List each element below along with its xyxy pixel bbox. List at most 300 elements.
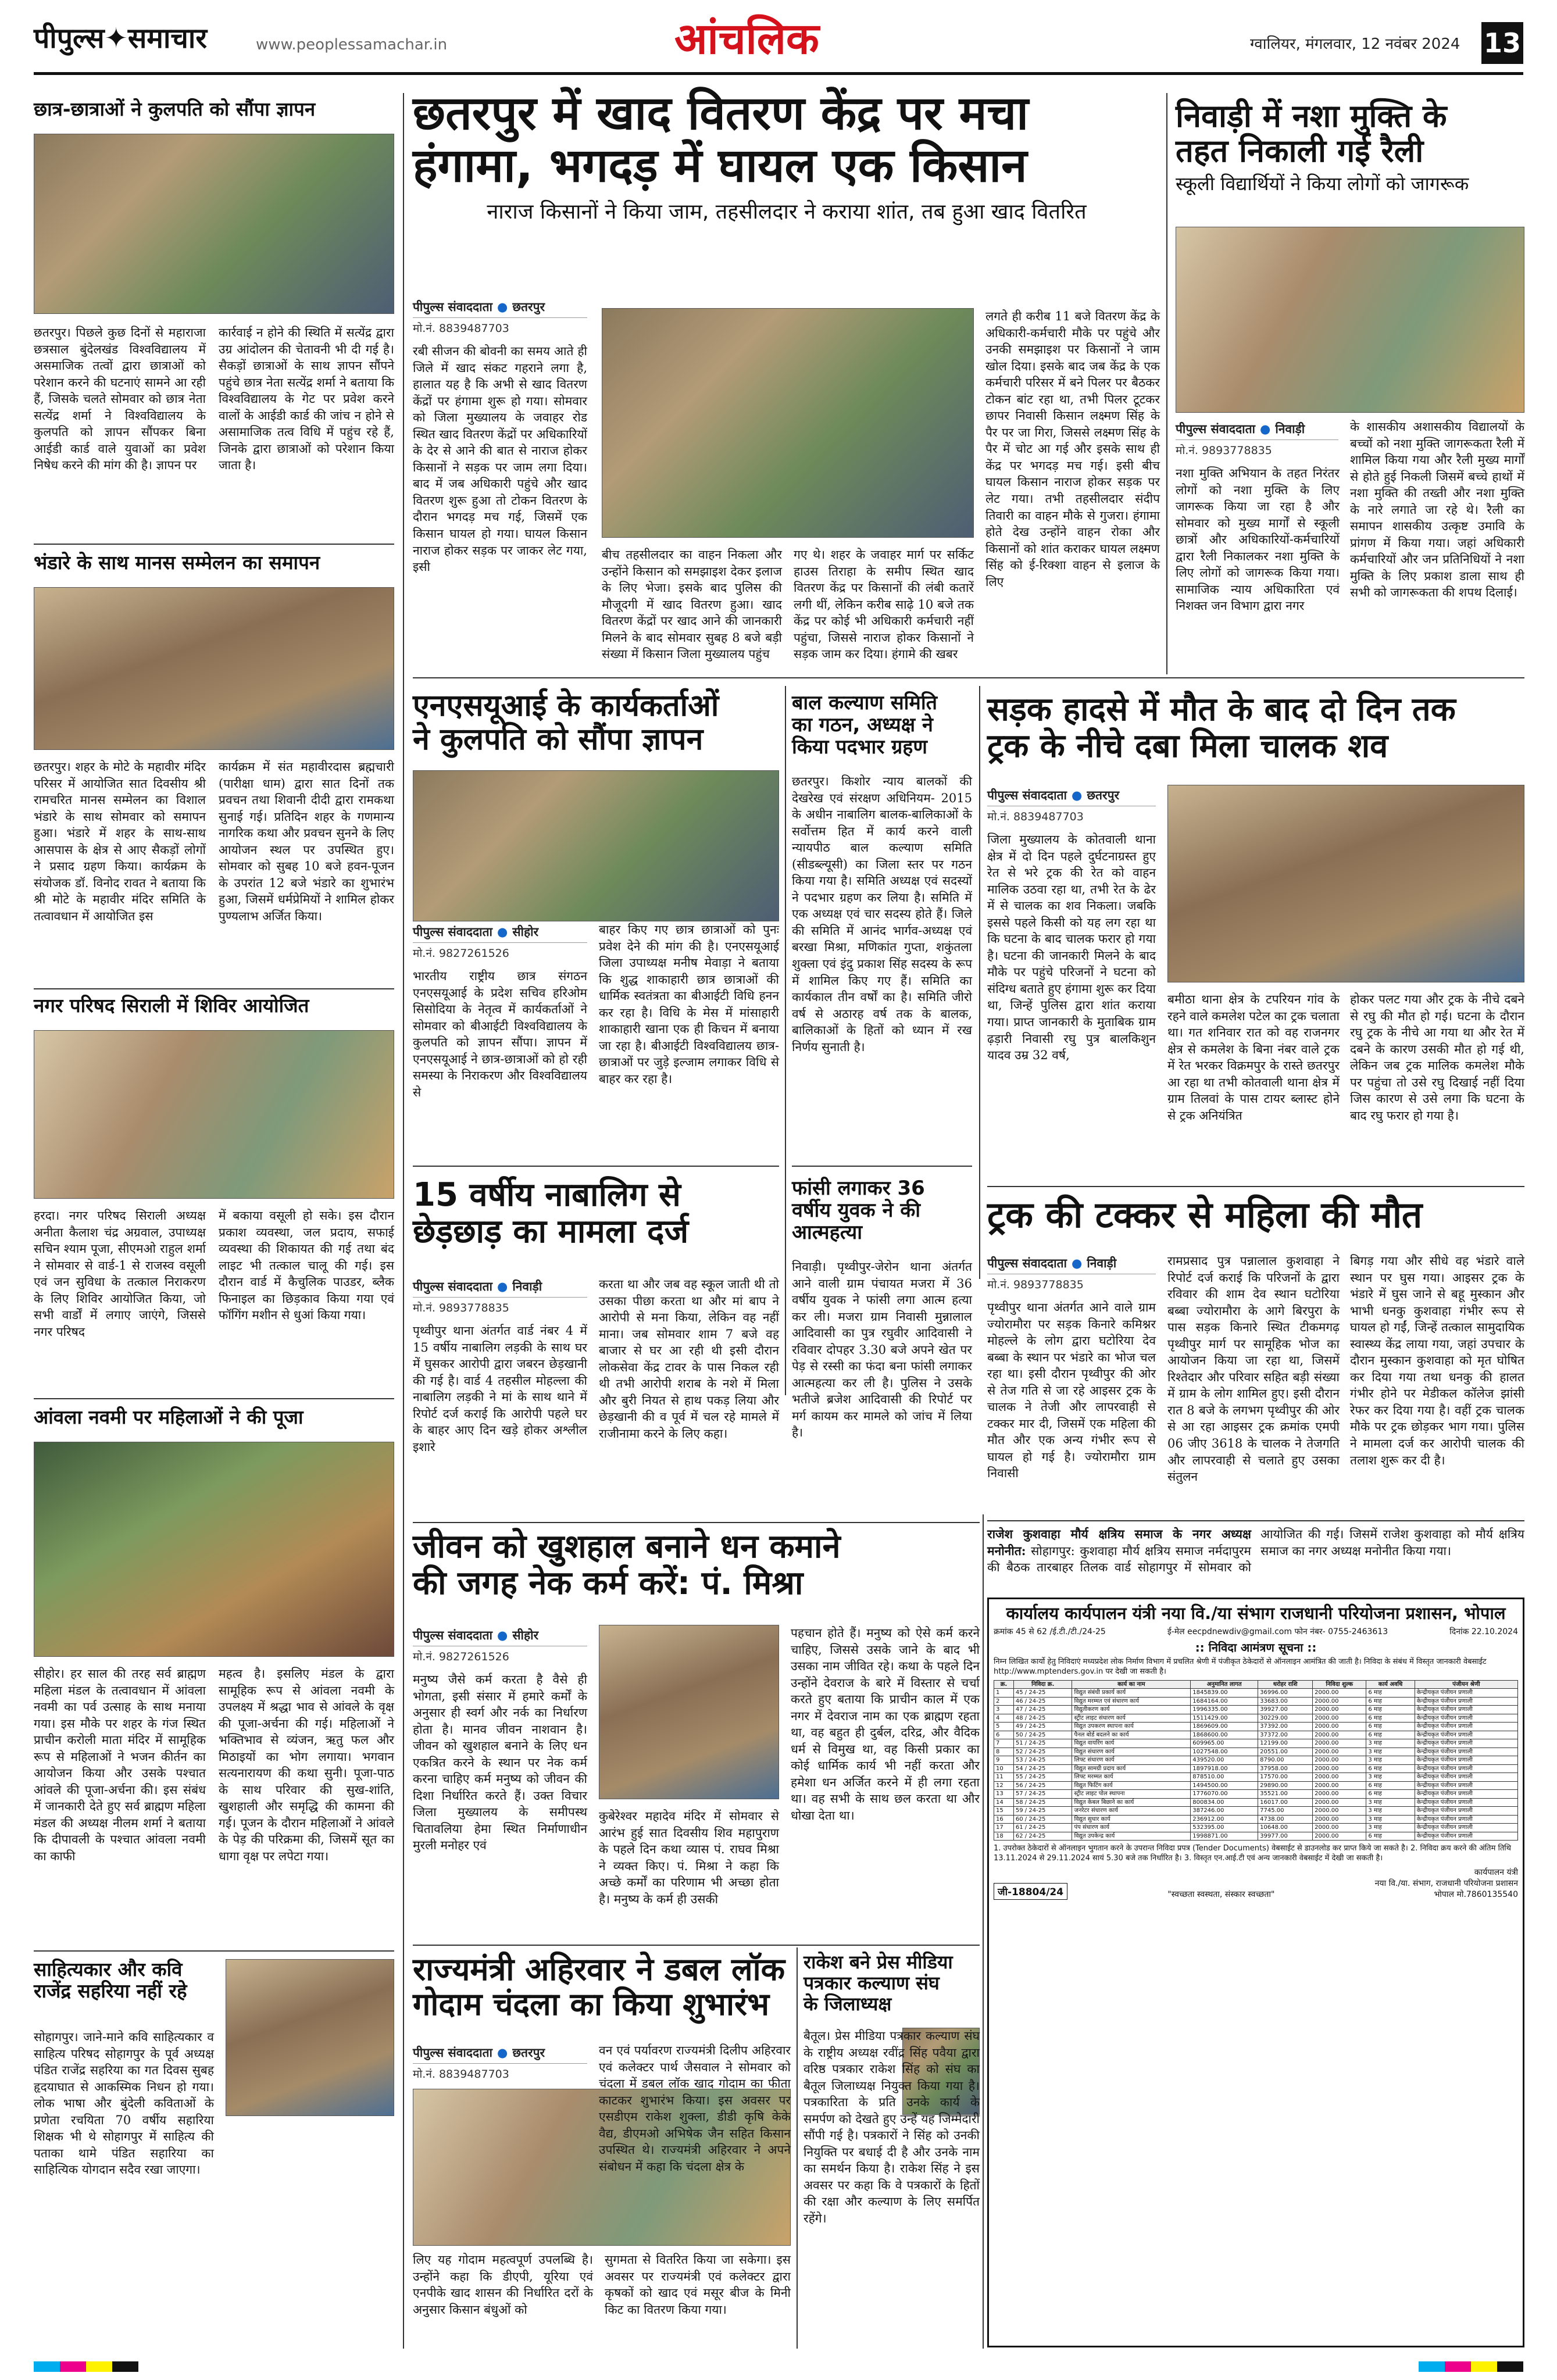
- table-row: [994, 1714, 1518, 1723]
- bullet-icon: ●: [1072, 788, 1083, 802]
- byline-block: [413, 1276, 587, 1318]
- table-cell: 29890.00: [1258, 1781, 1313, 1790]
- byline: पीपुल्स संवाददाता: [413, 2046, 492, 2060]
- separator: [34, 1950, 394, 1952]
- table-cell: 4: [994, 1714, 1014, 1723]
- headline: ट्रक की टक्कर से महिला की मौत: [987, 1193, 1423, 1236]
- table-cell: 2000.00: [1313, 1748, 1366, 1756]
- separator: [987, 1520, 1524, 1521]
- table-cell: केन्द्रीयकृत पंजीयन प्रणाली: [1415, 1697, 1517, 1706]
- tender-title: कार्यालय कार्यपालन यंत्री नया वि./या संभाग राजधानी परियोजना प्रशासन, भोपाल: [1006, 1603, 1506, 1623]
- table-cell: विद्युत मरम्मत एवं संधारण कार्य: [1072, 1697, 1191, 1706]
- table-cell: विद्युत संबंधी प्रकार्य कार्य: [1072, 1689, 1191, 1698]
- table-cell: 45 / 24-25: [1013, 1689, 1072, 1698]
- nsui-photo: [413, 770, 779, 921]
- table-cell: 8: [994, 1748, 1014, 1756]
- mobile-number: मो.नं. 9893778835: [1176, 444, 1272, 457]
- lead-headline: छतरपुर में खाद वितरण केंद्र पर मचा हंगामा, भगदड़ में घायल एक किसान: [413, 86, 1029, 192]
- table-row: [994, 1798, 1518, 1807]
- story-nsui: [413, 689, 779, 1160]
- table-cell: विद्युतीकरण कार्य: [1072, 1706, 1191, 1714]
- table-header: कार्य का नाम: [1072, 1680, 1191, 1689]
- table-cell: विद्युत केबल बिछाने का कार्य: [1072, 1798, 1191, 1807]
- table-cell: 36996.00: [1258, 1689, 1313, 1698]
- table-cell: 16017.00: [1258, 1798, 1313, 1807]
- table-cell: 6 माह: [1366, 1689, 1415, 1698]
- table-cell: 439520.00: [1191, 1756, 1258, 1765]
- brand-logo: पीपुल्स✦समाचार: [34, 22, 207, 55]
- table-cell: 54 / 24-25: [1013, 1764, 1072, 1773]
- lead-story: [413, 87, 1160, 669]
- table-cell: केन्द्रीयकृत पंजीयन प्रणाली: [1415, 1832, 1517, 1841]
- lead-col-4: लगते ही करीब 11 बजे वितरण केंद्र के अधिकारी-कर्मचारी मौके पर पहुंचे और उनकी समझाइश पर किसानों ने जाम खोल दिया। इसके बाद जब केंद्र के एक कर्मचारी परिसर में बने पिलर पर बैठकर टोकन बांट रहा था, तभी पिलर टूटकर छापर निवासी किसान लक्ष्मण सिंह के पैर पर जा गिरा, जिससे लक्ष्मण सिंह के पैर में चोट आ गई और इसके साथ ही केंद्र पर भगदड़ मच गई। इसी बीच घायल किसान नाराज होकर सड़क पर लेट गया। तभी तहसीलदार संदीप तिवारी का वाहन मौके से गुजरा। हंगामा होते देख उन्होंने वाहन रोका और किसानों को शांत कराकर घायल लक्ष्मण सिंह को ई-रिक्शा वाहन से इलाज के लिए: [985, 309, 1160, 589]
- mobile-number: मो.नं. 9827261526: [413, 947, 509, 960]
- rally-photo: [1176, 227, 1524, 413]
- table-row: [994, 1807, 1518, 1816]
- story-godam: [413, 1952, 791, 2347]
- byline-block: [1176, 419, 1338, 461]
- body-col-1: पृथ्वीपुर थाना अंतर्गत आने वाले ग्राम ज्योरामौरा पर सड़क किनारे कमिश्नर मोहल्ले के लोग द्वारा घटोरिया देव बब्बा के स्थान पर भंडारे का भोज चल रहा था। इसी दौरान पृथ्वीपुर की ओर से तेज गति से जा रहे आइसर ट्रक के चालक ने तेजी और लापरवाही से टक्कर मार दी, जिसमें एक महिला की मौत और एक अन्य गंभीर रूप से घायल हो गई है। ज्योरामौरा ग्राम निवासी: [987, 1300, 1156, 1481]
- table-cell: 609965.00: [1191, 1739, 1258, 1748]
- table-cell: 11: [994, 1773, 1014, 1782]
- table-header: पंजीयन श्रेणी: [1415, 1680, 1517, 1689]
- table-cell: विद्युत उपकेन्द्र कार्य: [1072, 1832, 1191, 1841]
- body-col-1: पृथ्वीपुर थाना अंतर्गत वार्ड नंबर 4 में 15 वर्षीय नाबालिग लड़की के साथ घर में घुसकर आरोपी द्वारा जबरन छेड़खानी की गई है। वार्ड 4 तहसील मोहल्ला की नाबालिग लड़की ने मां के साथ थाने में रिपोर्ट दर्ज कराई कि आरोपी पहले घर के बाहर आए दिन खड़े होकर अश्लील इशारे: [413, 1324, 587, 1454]
- table-cell: जनरेटर संधारण कार्य: [1072, 1807, 1191, 1816]
- table-cell: 50 / 24-25: [1013, 1731, 1072, 1739]
- table-cell: केन्द्रीयकृत पंजीयन प्रणाली: [1415, 1714, 1517, 1723]
- table-cell: 3 माह: [1366, 1815, 1415, 1824]
- table-cell: 2000.00: [1313, 1807, 1366, 1816]
- body-col-1: भारतीय राष्ट्रीय छात्र संगठन एनएसयूआई के प्रदेश सचिव हरिओम सिसोदिया के नेतृत्व में कार्यकर्ताओं ने सोमवार को बीआईटी विश्वविद्यालय के कुलपति को ज्ञापन सौंपा। ज्ञापन में एनएसयूआई ने छात्र-छात्राओं को हो रही समस्या के निराकरण और विश्वविद्यालय से: [413, 969, 587, 1099]
- byline: पीपुल्स संवाददाता: [987, 788, 1067, 802]
- table-cell: 6 माह: [1366, 1731, 1415, 1739]
- body-col-3: होकर पलट गया और ट्रक के नीचे दबने से रघु की मौत हो गई। घटना के दौरान रघु ट्रक के नीचे आ गया था और रेत में दबने के कारण उसकी मौत हो गई थी, लेकिन जब ट्रक मालिक कमलेश मौके पर पहुंचा तो उसे रघु दिखाई नहीं दिया जिस कारण से उसे लगा कि घटना के बाद रघु फरार हो गया है।: [1350, 992, 1524, 1123]
- table-cell: 2000.00: [1313, 1739, 1366, 1748]
- table-cell: 60 / 24-25: [1013, 1815, 1072, 1824]
- byline-place: सीहोर: [512, 925, 539, 939]
- table-cell: 39977.00: [1258, 1832, 1313, 1841]
- byline: पीपुल्स संवाददाता: [413, 925, 492, 939]
- separator: [413, 1166, 779, 1167]
- table-cell: 46 / 24-25: [1013, 1697, 1072, 1706]
- table-cell: 52 / 24-25: [1013, 1748, 1072, 1756]
- table-header: क्र.: [994, 1680, 1014, 1689]
- bullet-icon: ●: [497, 1280, 508, 1293]
- mobile-number: मो.नं. 9893778835: [413, 1302, 509, 1314]
- table-cell: केन्द्रीयकृत पंजीयन प्रणाली: [1415, 1731, 1517, 1739]
- body-col-1: वन एवं पर्यावरण राज्यमंत्री दिलीप अहिरवार एवं कलेक्टर पार्थ जैसवाल ने सोमवार को चंदला में डबल लॉक खाद गोदाम का फीता काटकर शुभारंभ किया। इस अवसर पर एसडीएम राकेश शुक्ला, डीडी कृषि केके वैद्य, डीएमओ अभिषेक जैन सहित किसान उपस्थित थे। राज्यमंत्री अहिरवार ने अपने संबोधन में कहा कि चंदला क्षेत्र के: [599, 2043, 791, 2174]
- table-cell: 1494500.00: [1191, 1781, 1258, 1790]
- table-row: [994, 1764, 1518, 1773]
- table-cell: 7: [994, 1739, 1014, 1748]
- table-cell: 61 / 24-25: [1013, 1824, 1072, 1832]
- table-cell: 10648.00: [1258, 1824, 1313, 1832]
- byline-block: [413, 921, 587, 964]
- bhandara-photo: [34, 587, 394, 750]
- body-col-1: मनुष्य जैसे कर्म करता है वैसे ही भोगता, इसी संसार में हमारे कर्मों के अनुसार ही स्वर्ग और नर्क का निर्धारण होता है। मानव जीवन नाशवान है। जीवन को खुशहाल बनाने के लिए धन एकत्रित करने के स्थान पर नेक कर्म करना चाहिए कर्म मनुष्य को जीवन की दिशा निर्धारित करते हैं। उक्त विचार जिला मुख्यालय के समीपस्थ चितावलिया हेमा स्थित निर्माणाधीन मुरली मनोहर एवं: [413, 1673, 587, 1853]
- table-cell: 1845839.00: [1191, 1689, 1258, 1698]
- table-cell: 2000.00: [1313, 1714, 1366, 1723]
- table-cell: 35521.00: [1258, 1790, 1313, 1799]
- table-row: [994, 1773, 1518, 1782]
- story-sahitya: [34, 1959, 394, 2343]
- table-cell: 1869609.00: [1191, 1723, 1258, 1731]
- camp-photo: [34, 1030, 394, 1199]
- table-row: [994, 1723, 1518, 1731]
- table-cell: 2000.00: [1313, 1723, 1366, 1731]
- table-cell: लिफ्ट संधारण कार्य: [1072, 1756, 1191, 1765]
- table-cell: 2000.00: [1313, 1790, 1366, 1799]
- table-cell: 37958.00: [1258, 1764, 1313, 1773]
- table-cell: 3 माह: [1366, 1807, 1415, 1816]
- table-cell: 17: [994, 1824, 1014, 1832]
- table-cell: 13: [994, 1790, 1014, 1799]
- table-cell: 33683.00: [1258, 1697, 1313, 1706]
- table-cell: 16: [994, 1815, 1014, 1824]
- body-col-1: सीहोर। हर साल की तरह सर्व ब्राह्मण महिला मंडल के तत्वावधान में आंवला नवमी का पर्व उत्साह के साथ मनाया गया। इस मौके पर शहर के गंज स्थित प्राचीन करोली माता मंदिर में सामूहिक रूप से महिलाओं ने भजन कीर्तन का आयोजन किया और उसके पश्चात आंवले की पूजा-अर्चना की। इस संबंध में जानकारी देते हुए सर्व ब्राह्मण महिला मंडल की अध्यक्ष नीलम शर्मा ने बताया कि दीपावली के पश्चात आंवला नवमी का काफी: [34, 1667, 206, 1864]
- byline: पीपुल्स संवाददाता: [987, 1256, 1067, 1270]
- body-col-2: बमीठा थाना क्षेत्र के टपरियन गांव के रहने वाले कमलेश पटेल का ट्रक चलाता था। गत शनिवार रात को वह राजनगर क्षेत्र से कमलेश के बिना नंबर वाले ट्रक में रेत भरकर विक्रमपुर के रास्ते छतरपुर आ रहा था तभी कोतवाली थाना क्षेत्र में ग्राम तिलवां के पास टायर ब्लास्ट होने से ट्रक अनियंत्रित: [1167, 992, 1340, 1123]
- story-haadsa: [987, 692, 1524, 1186]
- masthead-rule: [34, 72, 1523, 75]
- table-cell: 53 / 24-25: [1013, 1756, 1072, 1765]
- table-cell: 532395.00: [1191, 1824, 1258, 1832]
- lead-col-1: रबी सीजन की बोवनी का समय आते ही जिले में खाद संकट गहराने लगा है, हालात यह है कि अभी से खाद वितरण केंद्रों पर हंगामा शुरू हो गया। सोमवार को जिला मुख्यालय के जवाहर रोड स्थित खाद वितरण केंद्रों पर अधिकारियों के देर से आने की बात से नाराज होकर किसानों ने सड़क पर जाम लगा दिया। बाद में जब अधिकारी पहुंचे और खाद वितरण शुरू हुआ तो टोकन वितरण के दौरान भगदड़ मच गई, जिसमें एक किसान घायल हो गया। घायल किसान नाराज होकर सड़क पर जाकर लेट गया, इसी: [413, 344, 587, 574]
- byline-block: [413, 296, 587, 339]
- table-cell: 3 माह: [1366, 1824, 1415, 1832]
- col-rule: [983, 1514, 984, 2349]
- table-row: [994, 1689, 1518, 1698]
- separator: [34, 544, 394, 545]
- table-cell: 47 / 24-25: [1013, 1706, 1072, 1714]
- byline-block: [413, 2042, 587, 2085]
- headline: राकेश बने प्रेस मीडिया पत्रकार कल्याण संघ के जिलाध्यक्ष: [804, 1951, 953, 2015]
- headline: साहित्यकार और कवि राजेंद्र सहरिया नहीं रहे: [34, 1958, 187, 2002]
- slogan: "स्वच्छता स्वस्थता, संस्कार स्वच्छता": [1167, 1889, 1275, 1899]
- notice-intro: निम्न लिखित कार्यो हेतु निविदाएं मध्यप्रदेश लोक निर्माण विभाग में प्रचलित श्रेणी में पंजीकृत ठेकेदारों से ऑनलाइन आमंत्रित की जाती है। निविदा के संबंध में विस्तृत जानकारी वेबसाईट http://www.mptenders.gov.in पर देखी जा सकती है।: [994, 1657, 1487, 1676]
- bullet-icon: ●: [497, 2046, 508, 2060]
- separator: [34, 988, 394, 989]
- table-cell: 3 माह: [1366, 1739, 1415, 1748]
- subhead: स्कूली विद्यार्थियों ने किया लोगों को जागरूक: [1176, 172, 1469, 195]
- table-cell: 62 / 24-25: [1013, 1832, 1072, 1841]
- separator: [987, 1186, 1524, 1187]
- body: बैतूल। प्रेस मीडिया पत्रकार कल्याण संघ के राष्ट्रीय अध्यक्ष रवींद्र सिंह पवैया द्वारा वरिष्ठ पत्रकार राकेश सिंह को संघ का बैतूल जिलाध्यक्ष नियुक्त किया गया है। पत्रकारिता के प्रति उनके कार्य के समर्पण को देखते हुए उन्हें यह जिम्मेदारी सौंपी गई है। पत्रकारों ने सिंह को उनकी नियुक्ति पर बधाई दी है और उनके नाम का समर्थन किया है। राकेश सिंह ने इस अवसर पर कहा कि वे पत्रकारों के हितों की रक्षा और कल्याण के लिए समर्पित रहेंगे।: [804, 2029, 980, 2226]
- table-cell: 37392.00: [1258, 1723, 1313, 1731]
- table-cell: 2000.00: [1313, 1832, 1366, 1841]
- table-cell: 2000.00: [1313, 1697, 1366, 1706]
- table-row: [994, 1756, 1518, 1765]
- headline: एनएसयूआई के कार्यकर्ताओं ने कुलपति को सौंपा ज्ञापन: [413, 688, 719, 757]
- table-cell: विद्युत सामग्री प्रदाय कार्य: [1072, 1764, 1191, 1773]
- col-rule: [979, 686, 980, 1279]
- tender-table: [994, 1680, 1518, 1841]
- table-cell: 6 माह: [1366, 1764, 1415, 1773]
- table-cell: 49 / 24-25: [1013, 1723, 1072, 1731]
- byline-place: छतरपुर: [512, 300, 545, 314]
- separator: [792, 1166, 972, 1167]
- table-row: [994, 1790, 1518, 1799]
- col-rule: [797, 1947, 798, 2349]
- separator: [413, 677, 1524, 678]
- portrait-photo: [226, 1959, 394, 2116]
- table-cell: 800834.00: [1191, 1798, 1258, 1807]
- body-col-3: पहचान होते हैं। मनुष्य को ऐसे कर्म करने चाहिए, जिससे उसके जाने के बाद भी उसका नाम जीवित रहे। कथा के पहले दिन उन्होंने देवराज के बारे में विस्तार से चर्चा करते हुए बताया कि प्राचीन काल में एक नगर में देवराज नाम का एक ब्राह्मण रहता था, वह बहुत ही दुर्बल, दरिद्र, और वैदिक धर्म से विमुख था, वह किसी प्रकार का कोई धार्मिक कार्य भी नहीं करता और हमेशा धन अर्जित करने में ही लगा रहता था। वह सभी के साथ छल करता था और धोखा देता था।: [791, 1626, 980, 1823]
- dateline: ग्वालियर, मंगलवार, 12 नवंबर 2024: [1250, 35, 1460, 53]
- table-cell: 59 / 24-25: [1013, 1807, 1072, 1816]
- body-col-2: लिए यह गोदाम महत्वपूर्ण उपलब्धि है। उन्होंने कहा कि डीएपी, यूरिया एवं एनपीके खाद शासन की निर्धारित दरों के अनुसार किसान बंधुओं को: [413, 2253, 593, 2317]
- table-cell: 3 माह: [1366, 1748, 1415, 1756]
- table-cell: 20551.00: [1258, 1748, 1313, 1756]
- truck-photo: [1167, 785, 1524, 982]
- body-col-2: करता था और जब वह स्कूल जाती थी तो उसका पीछा करता था और मां बाप ने आरोपी से मना किया, लेकिन वह नहीं माना। जब सोमवार शाम 7 बजे वह बाजार से घर आ रही थी इसी दौरान लोकसेवा केंद्र टावर के पास निकल रही थी तभी आरोपी शराब के नशे में मिला और बुरी नियत से हाथ पकड़ लिया और छेड़खानी की व पूर्व में चल रहे मामले में राजीनामा करने के लिए कहा।: [599, 1277, 779, 1441]
- separator: [413, 1522, 980, 1523]
- table-cell: 6 माह: [1366, 1781, 1415, 1790]
- bullet-icon: ●: [497, 925, 508, 939]
- table-cell: स्ट्रीट लाइट संधारण कार्य: [1072, 1714, 1191, 1723]
- body-col-2: महत्व है। इसलिए मंडल के द्वारा सामूहिक रूप से आंवला नवमी के उपलक्ष्य में श्रद्धा भाव से आंवले के वृक्ष की पूजा-अर्चना की गई। महिलाओं ने भक्तिभाव से व्यंजन, ऋतु फल और मिठाइयों का भोग लगाया। भगवान सत्यनारायण की कथा सुनी। पूजा-पाठ के साथ परिवार की सुख-शांति, खुशहाली और समृद्धि की कामना की गई। पूजन के दौरान महिलाओं ने आंवले के पेड़ की परिक्रमा की, जिसमें सूत का धागा वृक्ष पर लपेटा गया।: [219, 1667, 394, 1864]
- headline: नगर परिषद सिराली में शिविर आयोजित: [34, 994, 309, 1017]
- headline: फांसी लगाकर 36 वर्षीय युवक ने की आत्महत्या: [792, 1177, 925, 1245]
- col-rule: [403, 93, 404, 2349]
- body-col-1: हरदा। नगर परिषद सिराली अध्यक्ष अनीता कैलाश चंद्र अग्रवाल, उपाध्यक्ष सचिन श्याम पूजा, सीएमओ राहुल शर्मा ने सोमवार से वार्ड-1 से राजस्व वसूली एवं जन सुविधा के तत्काल निराकरण के लिए शिविर आयोजित किया, जो सभी वार्डों में लगाए जाएंगे, जिससे नगर परिषद: [34, 1209, 206, 1339]
- byline-place: छतरपुर: [512, 2046, 545, 2060]
- table-cell: 9: [994, 1756, 1014, 1765]
- headline: भंडारे के साथ मानस सम्मेलन का समापन: [34, 551, 320, 574]
- table-cell: 878510.00: [1191, 1773, 1258, 1782]
- body: छतरपुर। किशोर न्याय बालकों की देखरेख एवं संरक्षण अधिनियम- 2015 के अधीन नाबालिग बालक-बालिकाओं के सर्वोत्तम हित में कार्य करने वाली न्यायपीठ बाल कल्याण समिति (सीडब्ल्यूसी) का जिला स्तर पर गठन किया गया है। समिति अध्यक्ष एवं सदस्यों ने पदभार ग्रहण कर लिया है। समिति में एक अध्यक्ष एवं चार सदस्य होते हैं। जिले की समिति में आनंद भार्गव-अध्यक्ष एवं बरखा मिश्रा, मणिकांत गुप्ता, शकुंतला शुक्ला एवं इंदु प्रकाश सिंह सदस्य के रूप में शामिल किए गए हैं। समिति का कार्यकाल तीन वर्षों का है। समिति जीरो वर्ष से अठारह वर्ष तक के बालक, बालिकाओं के हितों को ध्यान में रख निर्णय सुनाती है।: [792, 774, 972, 1054]
- table-row: [994, 1697, 1518, 1706]
- byline-place: निवाड़ी: [1087, 1256, 1117, 1270]
- tender-ref: क्रमांक 45 से 62 /ई.टी./टी./24-25: [994, 1627, 1106, 1637]
- mobile-number: मो.नं. 8839487703: [413, 322, 509, 335]
- separator: [413, 1945, 980, 1946]
- story-aanwla: [34, 1407, 394, 1942]
- table-cell: 3: [994, 1706, 1014, 1714]
- headline: सड़क हादसे में मौत के बाद दो दिन तक ट्रक के नीचे दबा मिला चालक शव: [987, 691, 1456, 765]
- col-rule: [785, 686, 786, 1395]
- signature: कार्यपालन यंत्री नया वि./या. संभाग, राजधानी परियोजना प्रशासन भोपाल मो.7860135540: [1374, 1867, 1518, 1899]
- byline-block: [413, 1625, 587, 1667]
- table-cell: केन्द्रीयकृत पंजीयन प्रणाली: [1415, 1790, 1517, 1799]
- byline: पीपुल्स संवाददाता: [1176, 422, 1255, 436]
- separator: [34, 1398, 394, 1399]
- table-cell: 2000.00: [1313, 1706, 1366, 1714]
- body-col-2: रामप्रसाद पुत्र पन्नालाल कुशवाहा ने रिपोर्ट दर्ज कराई कि परिजनों के द्वारा रविवार की शाम देव स्थान घटोरिया बब्बा ज्योरामौरा के आगे बिरपुरा के पास सड़क किनारे स्थित टीकमगढ़ पृथ्वीपुर मार्ग पर सामूहिक भोज का आयोजन किया जा रहा था, जिसमें रिश्तेदार और परिवार सहित बड़ी संख्या में ग्राम के लोग शामिल हुए। इसी दौरान रात 8 बजे के लगभग पृथ्वीपुर की ओर से आ रहा आइसर ट्रक क्रमांक एमपी 06 जीए 3618 के चालक ने तेजगति और लापरवाही से चलाते हुए उसका संतुलन: [1167, 1254, 1340, 1484]
- table-header: अनुमानित लागत: [1191, 1680, 1258, 1689]
- students-photo: [34, 134, 394, 314]
- table-cell: 6: [994, 1731, 1014, 1739]
- tender-date: दिनांक 22.10.2024: [1449, 1627, 1518, 1637]
- table-row: [994, 1706, 1518, 1714]
- body-col-3: सुगमता से वितरित किया जा सकेगा। इस अवसर पर राज्यमंत्री एवं कलेक्टर द्वारा कृषकों को खाद एवं मसूर बीज के मिनी किट का वितरण किया गया।: [605, 2253, 791, 2317]
- headline: 15 वर्षीय नाबालिग से छेड़छाड़ का मामला दर्ज: [413, 1176, 689, 1250]
- body: निवाड़ी। पृथ्वीपुर-जेरोन थाना अंतर्गत आने वाली ग्राम पंचायत मजरा में 36 वर्षीय युवक ने फांसी लगा आत्म हत्या कर ली। मजरा ग्राम निवासी मुन्नालाल आदिवासी का पुत्र रघुवीर आदिवासी ने रविवार दोपहर 3.30 बजे अपने खेत पर पेड़ से रस्सी का फंदा बना फांसी लगाकर आत्महत्या कर ली है। पुलिस ने उसके भतीजे ब्रजेश आदिवासी की रिपोर्ट पर मर्ग कायम कर मामले को जांच में लिया है।: [792, 1260, 972, 1440]
- page-number: 13: [1483, 27, 1521, 59]
- table-cell: 56 / 24-25: [1013, 1781, 1072, 1790]
- table-cell: 2000.00: [1313, 1815, 1366, 1824]
- table-cell: केन्द्रीयकृत पंजीयन प्रणाली: [1415, 1781, 1517, 1790]
- table-cell: 37372.00: [1258, 1731, 1313, 1739]
- table-cell: 4738.00: [1258, 1815, 1313, 1824]
- body-col-2: में बकाया वसूली हो सके। इस दौरान प्रकाश व्यवस्था, जल प्रदाय, सफाई व्यवस्था की शिकायत की गई तथा बंद लाइट भी तत्काल चालू की गई। इस दौरान वार्ड में कैचुलिक पाउडर, ब्लैक फिनाइल का छिड़काव किया गया एवं फॉगिंग मशीन से धुआं किया गया।: [219, 1209, 394, 1323]
- registration-marks: [34, 2359, 1523, 2374]
- table-cell: केन्द्रीयकृत पंजीयन प्रणाली: [1415, 1764, 1517, 1773]
- table-cell: 6 माह: [1366, 1790, 1415, 1799]
- story-phansi: [792, 1177, 972, 1520]
- byline-block: [987, 1253, 1156, 1295]
- mobile-number: मो.नं. 9827261526: [413, 1650, 509, 1663]
- table-cell: 2000.00: [1313, 1773, 1366, 1782]
- page-number-box: [1481, 22, 1523, 64]
- body-col-2: कुबेरेश्वर महादेव मंदिर में सोमवार से आरंभ हुई सात दिवसीय शिव महापुराण के पहले दिन कथा व्यास पं. राघव मिश्रा ने व्यक्त किए। पं. मिश्रा ने कहा कि अच्छे कर्मों का परिणाम भी अच्छा होता है। मनुष्य के कर्म ही उसकी: [599, 1809, 779, 1906]
- table-cell: 30229.00: [1258, 1714, 1313, 1723]
- table-cell: 1: [994, 1689, 1014, 1698]
- tender-notes: 1. उपरोक्त ठेकेदारों से ऑनलाइन भुगतान करने के उपरान्त निविदा प्रपत्र (Tender Documents) वेबसाईट से डाउनलोड कर प्राप्त किये जा सकते है। 2. निविदा क्रय करने की अंतिम तिथि 13.11.2024 से 29.11.2024 सायं 5.30 बजे तक निर्धारित है। 3. विस्तृत एन.आई.टी एवं अन्य जानकारी वेबसाईट में देखी जा सकती है।: [994, 1844, 1511, 1863]
- table-cell: केन्द्रीयकृत पंजीयन प्रणाली: [1415, 1798, 1517, 1807]
- table-cell: केन्द्रीयकृत पंजीयन प्रणाली: [1415, 1723, 1517, 1731]
- table-cell: केन्द्रीयकृत पंजीयन प्रणाली: [1415, 1756, 1517, 1765]
- table-cell: विद्युत संधारण कार्य: [1072, 1748, 1191, 1756]
- byline-place: निवाड़ी: [512, 1280, 542, 1293]
- table-cell: 6 माह: [1366, 1723, 1415, 1731]
- table-cell: 58 / 24-25: [1013, 1798, 1072, 1807]
- farmers-photo: [602, 308, 974, 538]
- lead-subhead: नाराज किसानों ने किया जाम, तहसीलदार ने कराया शांत, तब हुआ खाद वितरित: [487, 200, 1087, 224]
- table-cell: 48 / 24-25: [1013, 1714, 1072, 1723]
- table-cell: 2000.00: [1313, 1764, 1366, 1773]
- headline: राज्यमंत्री अहिरवार ने डबल लॉक गोदाम चंदला का किया शुभारंभ: [413, 1951, 785, 2023]
- table-cell: केन्द्रीयकृत पंजीयन प्रणाली: [1415, 1807, 1517, 1816]
- body-col-2: के शासकीय अशासकीय विद्यालयों के बच्चों को नशा मुक्ति जागरूकता रैली में शामिल किया गया और रैली मुख्य मार्गों से होते हुई निकली जिसमें बच्चे हाथों में नशा मुक्ति की तख्ती और नशा मुक्ति के नारे लगाते जा रहे थे। रैली का समापन शासकीय उत्कृष्ट उमावि के प्रांगण में किया गया। जहां अधिकारी कर्मचारियों और जन प्रतिनिधियों ने नशा मुक्ति के लिए प्रकाश डाला साथ ही सभी को जागरूकता की शपथ दिलाई।: [1350, 420, 1524, 600]
- body-col-2: बाहर किए गए छात्र छात्राओं को पुनः प्रवेश देने की मांग की है। एनएसयूआई जिला उपाध्यक्ष मनीष मेवाड़ा ने बताया कि शुद्ध शाकाहारी छात्र छात्राओं की धार्मिक स्वतंत्रता का बीआईटी विधि हनन कर रहा है। विधि के मेस में मांसाहारी शाकाहारी खाना एक ही किचन में बनाया जा रहा है। बीआईटी विश्वविद्यालय छात्र-छात्राओं पर जुड़े इल्जाम लगाकर विधि से बाहर कर रहा है।: [599, 923, 779, 1086]
- table-cell: 12: [994, 1781, 1014, 1790]
- body: सोहागपुर। जाने-माने कवि साहित्यकार व साहित्य परिषद सोहागपुर के पूर्व अध्यक्ष पंडित राजेंद्र सहरिया का गत दिवस सुबह हृदयाघात से आकस्मिक निधन हो गया। लोक भाषा और बुंदेली कविताओं के प्रणेता रचयिता 70 वर्षीय सहारिया शिक्षक भी थे सोहागपुर में साहित्य की पताका थामे पंडित सहारिया का साहित्यिक योगदान सदैव रखा जाएगा।: [34, 2030, 214, 2177]
- headline: छात्र-छात्राओं ने कुलपति को सौंपा ज्ञापन: [34, 98, 316, 120]
- notice-title: :: निविदा आमंत्रण सूचना ::: [1195, 1641, 1317, 1655]
- table-cell: 18: [994, 1832, 1014, 1841]
- table-cell: पैनल बोर्ड बदलने का कार्य: [1072, 1731, 1191, 1739]
- table-cell: 6 माह: [1366, 1832, 1415, 1841]
- byline-block: [987, 785, 1156, 827]
- table-cell: 1684164.00: [1191, 1697, 1258, 1706]
- table-cell: 1868600.00: [1191, 1731, 1258, 1739]
- story-mishra: [413, 1529, 980, 1942]
- table-header: निविदा शुल्क: [1313, 1680, 1366, 1689]
- table-cell: 14: [994, 1798, 1014, 1807]
- bullet-icon: ●: [1072, 1256, 1083, 1270]
- table-cell: 57 / 24-25: [1013, 1790, 1072, 1799]
- table-cell: 15: [994, 1807, 1014, 1816]
- table-cell: 39927.00: [1258, 1706, 1313, 1714]
- table-row: [994, 1781, 1518, 1790]
- headline: आंवला नवमी पर महिलाओं ने की पूजा: [34, 1406, 303, 1428]
- table-row: [994, 1739, 1518, 1748]
- headline: निवाड़ी में नशा मुक्ति के तहत निकाली गई रैली: [1176, 98, 1447, 170]
- byline: पीपुल्स संवाददाता: [413, 300, 492, 314]
- brief-lead: राजेश कुशवाहा मौर्य क्षत्रिय समाज के नगर अध्यक्ष मनोनीत:: [987, 1527, 1251, 1558]
- body-col-1: जिला मुख्यालय के कोतवाली थाना क्षेत्र में दो दिन पहले दुर्घटनाग्रस्त हुए रेत से भरे ट्रक की रेत को वाहन मालिक उठवा रहा था, तभी रेत के ढेर में से चालक का शव निकला। जबकि इससे पहले किसी को यह लग रहा था कि घटना के बाद चालक फरार हो गया है। घटना की जानकारी मिलने के बाद मौके पर पहुंचे परिजनों ने घटना को संदिग्ध बताते हुए हंगामा शुरू कर दिया था, जिन्हें पुलिस द्वारा शांत कराया गया। प्राप्त जानकारी के मुताबिक ग्राम ढ़ड़ारी निवासी रघु पुत्र बालकिशुन यादव उम्र 32 वर्ष,: [987, 832, 1156, 1063]
- table-cell: पंप संधारण कार्य: [1072, 1824, 1191, 1832]
- table-row: [994, 1748, 1518, 1756]
- lead-col-3: गए थे। शहर के जवाहर मार्ग पर सर्किट हाउस तिराहा के समीप स्थित खाद वितरण केंद्र पर किसानों की लंबी कतारें लगी थीं, लेकिन करीब साढ़े 10 बजे तक केंद्र पर कोई भी अधिकारी कर्मचारी नहीं पहुंचा, जिससे नाराज होकर किसानों ने सड़क जाम कर दिया। हंगामे की खबर: [794, 548, 974, 662]
- byline-place: निवाड़ी: [1275, 422, 1305, 436]
- bullet-icon: ●: [497, 300, 508, 314]
- story-nasha: [1176, 99, 1524, 669]
- table-cell: 5: [994, 1723, 1014, 1731]
- table-cell: 17570.00: [1258, 1773, 1313, 1782]
- mobile-number: मो.नं. 9893778835: [987, 1278, 1084, 1291]
- table-row: [994, 1731, 1518, 1739]
- table-cell: 6 माह: [1366, 1714, 1415, 1723]
- table-cell: 3 माह: [1366, 1773, 1415, 1782]
- table-cell: 7745.00: [1258, 1807, 1313, 1816]
- headline: जीवन को खुशहाल बनाने धन कमाने की जगह नेक कर्म करें: पं. मिश्रा: [413, 1528, 841, 1602]
- body-col-1: छतरपुर। पिछले कुछ दिनों से महाराजा छत्रसाल बुंदेलखंड विश्वविद्यालय में असमाजिक तत्वों द्वारा छात्राओं को परेशान करने की घटनाएं सामने आ रही हैं, जिसके चलते सोमवार को छात्र नेता सत्येंद्र शर्मा ने विश्वविद्यालय के कुलपति को ज्ञापन सौंपकर बिना आईडी कार्ड वाले युवाओं का प्रवेश निषेध करने की मांग की है। ज्ञापन पर: [34, 326, 206, 473]
- table-cell: केन्द्रीयकृत पंजीयन प्रणाली: [1415, 1748, 1517, 1756]
- table-cell: केन्द्रीयकृत पंजीयन प्रणाली: [1415, 1815, 1517, 1824]
- table-cell: 387246.00: [1191, 1807, 1258, 1816]
- table-cell: विद्युत वायरिंग कार्य: [1072, 1739, 1191, 1748]
- table-cell: स्ट्रीट लाइट पोल स्थापना: [1072, 1790, 1191, 1799]
- tender-notice: [987, 1598, 1524, 2347]
- brief-text: सोहागपुर: कुशवाहा मौर्य क्षत्रिय समाज नर्मदापुरम की बैठक तारबाहर तिलक वार्ड सोहागपुर में सोमवार को आयोजित की गई। जिसमें राजेश कुशवाहा को मौर्य क्षत्रिय समाज का नगर अध्यक्ष मनोनीत किया गया।: [987, 1527, 1524, 1575]
- bullet-icon: ●: [1260, 422, 1271, 436]
- table-header: निविदा क्र.: [1013, 1680, 1072, 1689]
- byline: पीपुल्स संवाददाता: [413, 1628, 492, 1642]
- story-rakesh: [804, 1952, 980, 2347]
- brief-body: [987, 1526, 1524, 1590]
- table-cell: 12199.00: [1258, 1739, 1313, 1748]
- story-manas: [34, 552, 394, 1006]
- lead-col-2: बीच तहसीलदार का वाहन निकला और उन्होंने किसान को समझाइश देकर इलाज के लिए भेजा। इसके बाद पुलिस की मौजूदगी में खाद वितरण हुआ। खाद वितरण केंद्रों पर खाद आने की जानकारी मिलने के बाद सोमवार सुबह 8 बजे बड़ी संख्या में किसान जिला मुख्यालय पहुंच: [602, 548, 782, 662]
- table-cell: केन्द्रीयकृत पंजीयन प्रणाली: [1415, 1824, 1517, 1832]
- table-cell: 1998871.00: [1191, 1832, 1258, 1841]
- jio-ref: जी-18804/24: [994, 1883, 1067, 1900]
- body-col-1: छतरपुर। शहर के मोटे के महावीर मंदिर परिसर में आयोजित सात दिवसीय श्री रामचरित मानस सम्मेलन का विशाल भंडारे के साथ सोमवार को समापन हुआ। भंडारे में शहर के साथ-साथ आसपास के क्षेत्र से आए सैकड़ों लोगों ने प्रसाद ग्रहण किया। कार्यक्रम के संयोजक डॉ. विनोद रावत ने बताया कि श्री मोटे के महावीर मंदिर समिति के तत्वावधान में आयोजित इस: [34, 760, 206, 923]
- story-kushwaha: [987, 1526, 1524, 1593]
- byline-place: छतरपुर: [1087, 788, 1120, 802]
- table-cell: 3 माह: [1366, 1756, 1415, 1765]
- col-rule: [1166, 93, 1167, 674]
- table-cell: 6 माह: [1366, 1697, 1415, 1706]
- mobile-number: मो.नं. 8839487703: [413, 2068, 509, 2081]
- table-header: धरोहर राशि: [1258, 1680, 1313, 1689]
- body-col-1: नशा मुक्ति अभियान के तहत निरंतर लोगों को नशा मुक्ति के लिए जागरूक किया जा रहा है और सोमवार को मुख्य मार्गों से स्कूली छात्रों और अधिकारियों-कर्मचारियों द्वारा रैली निकालकर नशा मुक्ति के लिए लोगों को जागरूक किया गया। सामाजिक न्याय अधिकारिता एवं निशक्त जन विभाग द्वारा नगर: [1176, 466, 1340, 613]
- table-cell: 2000.00: [1313, 1689, 1366, 1698]
- table-row: [994, 1815, 1518, 1824]
- bullet-icon: ●: [497, 1628, 508, 1642]
- table-cell: 2000.00: [1313, 1781, 1366, 1790]
- table-cell: विद्युत उपकरण स्थापना कार्य: [1072, 1723, 1191, 1731]
- puja-photo: [34, 1442, 394, 1657]
- masthead: [0, 0, 1557, 70]
- table-cell: विद्युत फिटिंग कार्य: [1072, 1781, 1191, 1790]
- body-col-2: कार्यक्रम में संत महावीरदास ब्रह्मचारी (पारीक्षा धाम) द्वारा सात दिनों तक प्रवचन तथा शिवानी दीदी द्वारा रामकथा सुनाई गई। प्रतिदिन शहर के गणमान्य नागरिक कथा और प्रवचन सुनने के लिए आयोजन स्थल पर उपस्थित हुए। सोमवार को सुबह 10 बजे हवन-पूजन के उपरांत 12 बजे भंडारे का शुभारंभ हुआ, जिसमें धर्मप्रेमियों ने शामिल होकर पुण्यलाभ अर्जित किया।: [219, 760, 394, 923]
- table-cell: 2000.00: [1313, 1756, 1366, 1765]
- website-link[interactable]: www.peoplessamachar.in: [256, 36, 448, 53]
- story-bal-kalyan: [792, 692, 972, 1163]
- table-cell: 2000.00: [1313, 1824, 1366, 1832]
- body-col-3: बिगड़ गया और सीधे वह भंडारे वाले स्थान पर घुस गया। आइसर ट्रक के भंडारे में घुस जाने से बहू मुस्कान और भाभी धनकु कुशवाहा गंभीर रूप से घायल हो गईं, जिन्हें तत्काल सामुदायिक स्वास्थ्य केंद्र लाया गया, जहां उपचार के दौरान मुस्कान कुशवाहा को मृत घोषित कर दिया गया तथा धनकु की हालत गंभीर होने पर मेडीकल कॉलेज झांसी रेफर कर दिया गया है। वहीं ट्रक चालक मौके पर ट्रक छोड़कर भाग गया। पुलिस ने मामला दर्ज कर आरोपी चालक की तलाश शुरू कर दी है।: [1350, 1254, 1524, 1467]
- story-kulpati: [34, 99, 394, 541]
- table-row: [994, 1824, 1518, 1832]
- table-cell: 55 / 24-25: [1013, 1773, 1072, 1782]
- table-cell: 1996335.00: [1191, 1706, 1258, 1714]
- table-cell: केन्द्रीयकृत पंजीयन प्रणाली: [1415, 1706, 1517, 1714]
- table-cell: 2000.00: [1313, 1731, 1366, 1739]
